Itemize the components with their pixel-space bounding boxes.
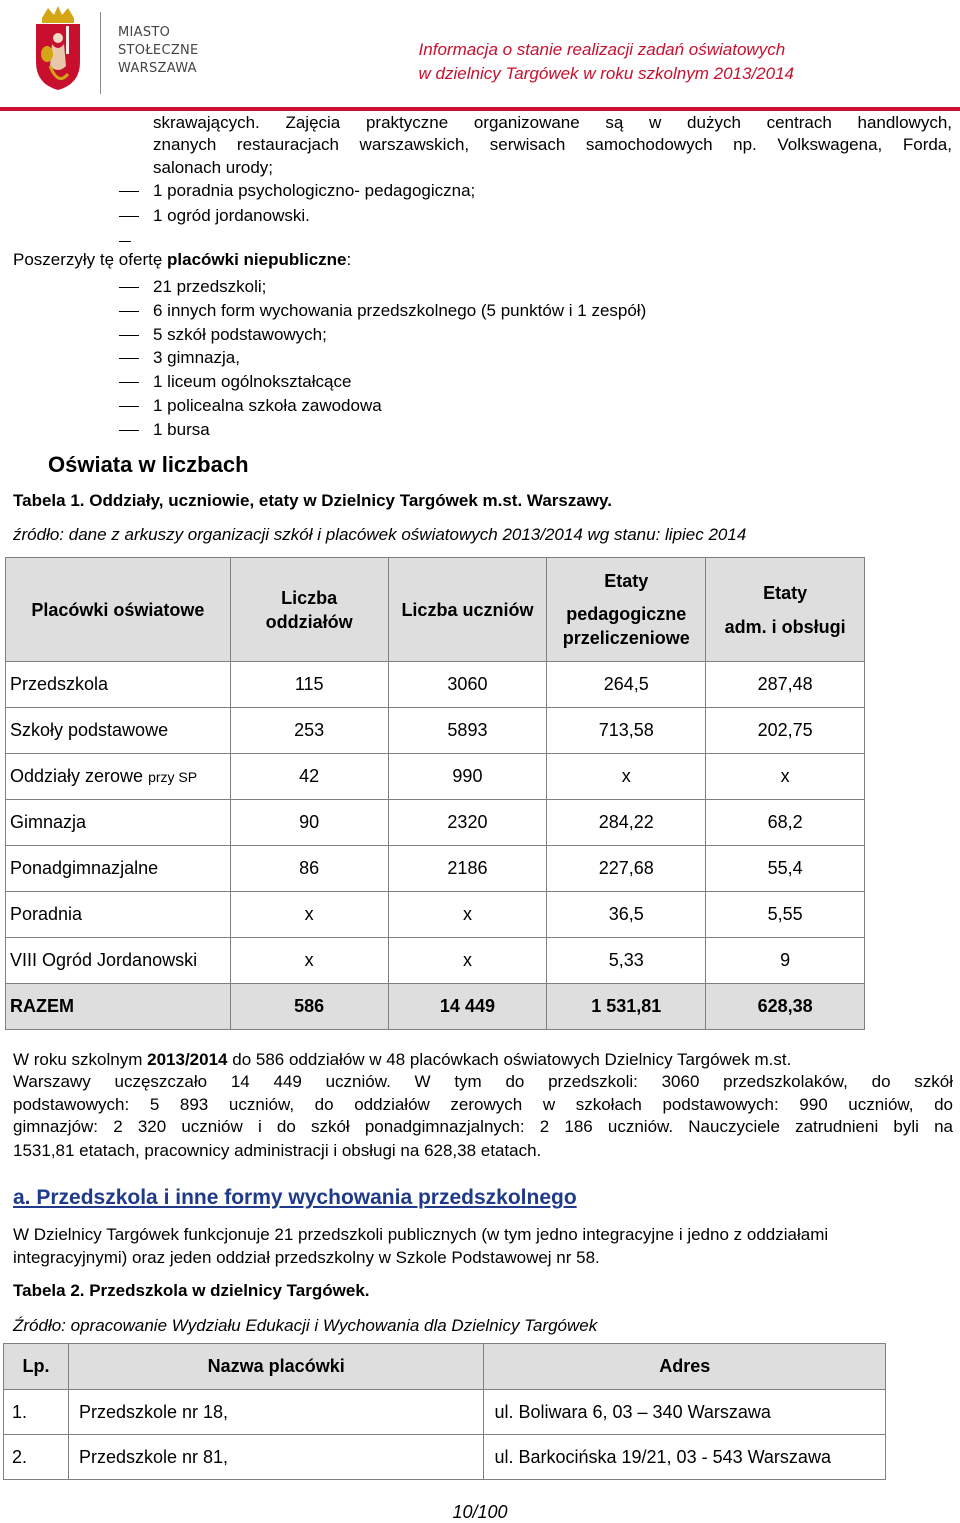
cell-teaching-posts: 713,58 — [547, 708, 706, 754]
cell-divisions: 90 — [230, 800, 388, 846]
kindergarten-table — [3, 1343, 886, 1480]
col-header-institution: Placówki oświatowe — [6, 558, 231, 662]
intro-line: skrawających. Zajęcia praktyczne organizowane są w dużych centrach handlowych, — [153, 113, 952, 132]
nonpublic-item: 6 innych form wychowania przedszkolnego (5 punktów i 1 zespół) — [153, 301, 647, 320]
subsection-paragraph: integracyjnymi) oraz jeden oddział przedszkolny w Szkole Podstawowej nr 58. — [13, 1248, 600, 1267]
cell-address: ul. Boliwara 6, 03 – 340 Warszawa — [484, 1390, 886, 1435]
logo-line: MIASTO — [118, 25, 171, 40]
cell-teaching-posts: 5,33 — [547, 938, 706, 984]
summary-line: gimnazjów: 2 320 uczniów i do szkół ponadgimnazjalnych: 2 186 uczniów. Nauczyciele zatrudnieni byli na — [13, 1117, 953, 1136]
nonpublic-lead-text: Poszerzyły tę ofertę — [13, 250, 168, 269]
logo-line: STOŁECZNE — [118, 43, 199, 58]
cell-admin-posts: 202,75 — [706, 708, 865, 754]
city-crest-logo — [28, 4, 88, 92]
table-row — [6, 800, 865, 846]
summary-line — [13, 1049, 791, 1071]
cell-divisions: 253 — [230, 708, 388, 754]
summary-text: W roku szkolnym — [13, 1050, 148, 1069]
table1-source: źródło: dane z arkuszy organizacji szkół i placówek oświatowych 2013/2014 wg stanu: lipiec 2014 — [13, 525, 747, 544]
table-row — [4, 1390, 886, 1435]
cell-address: ul. Barkocińska 19/21, 03 - 543 Warszawa — [484, 1435, 886, 1480]
nonpublic-item: 3 gimnazja, — [153, 348, 240, 367]
nonpublic-item: 1 policealna szkoła zawodowa — [153, 396, 382, 415]
col-header-divisions — [230, 558, 388, 662]
row-label — [6, 708, 231, 754]
col-header-students: Liczba uczniów — [388, 558, 547, 662]
cell-divisions: x — [230, 938, 388, 984]
cell-divisions: x — [230, 892, 388, 938]
table-row — [6, 754, 865, 800]
row-name: Gimnazja — [10, 812, 87, 832]
total-label: RAZEM — [6, 984, 231, 1030]
subsection-heading: a. Przedszkola i inne formy wychowania przedszkolnego — [13, 1186, 577, 1209]
cell-teaching-posts: 284,22 — [547, 800, 706, 846]
cell-students: 2186 — [388, 846, 547, 892]
row-label — [6, 892, 231, 938]
cell-admin-posts: 9 — [706, 938, 865, 984]
summary-line: podstawowych: 5 893 uczniów, do oddziałów zerowych w szkołach podstawowych: 990 uczniów, do — [13, 1095, 953, 1114]
row-name: Szkoły podstawowe — [10, 720, 169, 740]
cell-students: x — [388, 892, 547, 938]
row-name: Przedszkola — [10, 674, 109, 694]
cell-admin-posts: x — [706, 754, 865, 800]
cell-lp: 1. — [4, 1390, 69, 1435]
header-text: przeliczeniowe — [562, 628, 690, 648]
summary-line: 1531,81 etatach, pracownicy administracji i obsługi na 628,38 etatach. — [13, 1141, 542, 1160]
row-name: Oddziały zerowe — [10, 766, 149, 786]
row-label — [6, 938, 231, 984]
cell-teaching-posts: x — [547, 754, 706, 800]
cell-admin-posts: 287,48 — [706, 662, 865, 708]
cell-admin-posts: 68,2 — [706, 800, 865, 846]
nonpublic-item: 5 szkół podstawowych; — [153, 325, 327, 344]
header-text: Etaty — [763, 582, 808, 603]
section-heading: Oświata w liczbach — [48, 452, 249, 477]
table-row — [6, 708, 865, 754]
table2-source: Źródło: opracowanie Wydziału Edukacji i Wychowania dla Dzielnicy Targówek — [13, 1316, 598, 1335]
bullet-dash — [119, 382, 139, 383]
document-header-title — [419, 38, 794, 86]
cell-name: Przedszkole nr 18, — [68, 1390, 484, 1435]
cell-teaching-posts: 36,5 — [547, 892, 706, 938]
total-teaching-posts: 1 531,81 — [547, 984, 706, 1030]
row-label — [6, 800, 231, 846]
cell-students: 2320 — [388, 800, 547, 846]
total-students: 14 449 — [388, 984, 547, 1030]
bullet-dash — [119, 358, 139, 359]
col-header-lp: Lp. — [4, 1344, 69, 1390]
cell-admin-posts: 55,4 — [706, 846, 865, 892]
header-title-line1: Informacja o stanie realizacji zadań oświatowych — [418, 40, 786, 59]
intro-line: znanych restauracjach warszawskich, serwisach samochodowych np. Volkswagena, Forda, — [153, 135, 952, 154]
row-label — [6, 846, 231, 892]
bullet-dash — [119, 287, 139, 288]
header-title-line2: w dzielnicy Targówek w roku szkolnym 2013/2014 — [418, 64, 794, 83]
summary-line: Warszawy uczęszczało 14 449 uczniów. W tym do przedszkoli: 3060 przedszkolaków, do szkół — [13, 1072, 953, 1091]
header-text: adm. i obsługi — [724, 616, 846, 637]
table-row — [6, 662, 865, 708]
table1-caption: Tabela 1. Oddziały, uczniowie, etaty w Dzielnicy Targówek m.st. Warszawy. — [13, 491, 612, 510]
header-rule — [0, 107, 960, 111]
nonpublic-item: 21 przedszkoli; — [153, 277, 267, 296]
cell-teaching-posts: 264,5 — [547, 662, 706, 708]
col-header-admin-posts — [706, 558, 865, 662]
header-text: Etaty — [604, 571, 649, 591]
table-header-row — [4, 1344, 886, 1390]
logo-divider — [100, 12, 101, 94]
table-total-row — [6, 984, 865, 1030]
row-name: Poradnia — [10, 904, 83, 924]
cell-teaching-posts: 227,68 — [547, 846, 706, 892]
page-number: 10/100 — [452, 1502, 508, 1522]
table-row — [4, 1435, 886, 1480]
cell-name: Przedszkole nr 81, — [68, 1435, 484, 1480]
col-header-name: Nazwa placówki — [68, 1344, 484, 1390]
row-name: VIII Ogród Jordanowski — [10, 950, 198, 970]
intro-bullet: 1 ogród jordanowski. — [153, 206, 310, 225]
logo-line: WARSZAWA — [118, 61, 197, 76]
summary-year: 2013/2014 — [147, 1050, 228, 1069]
bullet-dash — [119, 406, 139, 407]
header-text: Liczba — [281, 587, 338, 608]
col-header-address: Adres — [484, 1344, 886, 1390]
cell-divisions: 86 — [230, 846, 388, 892]
cell-lp: 2. — [4, 1435, 69, 1480]
bullet-dash — [119, 430, 139, 431]
row-name-suffix: przy SP — [148, 769, 198, 785]
table-row — [6, 938, 865, 984]
nonpublic-item: 1 liceum ogólnokształcące — [153, 372, 352, 391]
cell-students: 5893 — [388, 708, 547, 754]
intro-bullet: 1 poradnia psychologiczno- pedagogiczna; — [153, 181, 476, 200]
cell-students: 3060 — [388, 662, 547, 708]
bullet-dash — [119, 311, 139, 312]
col-header-teaching-posts — [547, 558, 706, 662]
bullet-dash — [119, 191, 139, 192]
cell-students: 990 — [388, 754, 547, 800]
table-row — [6, 892, 865, 938]
intro-line: salonach urody; — [153, 158, 274, 177]
cell-admin-posts: 5,55 — [706, 892, 865, 938]
bullet-dash — [119, 335, 139, 336]
nonpublic-lead-colon: : — [346, 250, 352, 269]
cell-students: x — [388, 938, 547, 984]
cell-divisions: 115 — [230, 662, 388, 708]
statistics-table — [5, 557, 865, 1030]
bullet-dash — [119, 216, 139, 217]
row-name: Ponadgimnazjalne — [10, 858, 159, 878]
bullet-dash — [119, 241, 131, 242]
summary-text: do 586 oddziałów w 48 placówkach oświatowych Dzielnicy Targówek m.st. — [227, 1050, 792, 1069]
total-admin-posts: 628,38 — [706, 984, 865, 1030]
table2-caption: Tabela 2. Przedszkola w dzielnicy Targówek. — [13, 1281, 370, 1300]
row-label — [6, 662, 231, 708]
cell-divisions: 42 — [230, 754, 388, 800]
nonpublic-lead — [13, 249, 351, 271]
nonpublic-item: 1 bursa — [153, 420, 210, 439]
header-text: oddziałów — [265, 611, 353, 632]
subsection-paragraph: W Dzielnicy Targówek funkcjonuje 21 przedszkoli publicznych (w tym jedno integracyjne i jedno z oddziałami — [13, 1225, 829, 1244]
nonpublic-lead-bold: placówki niepubliczne — [167, 250, 347, 269]
header-text: pedagogiczne — [566, 604, 687, 624]
total-divisions: 586 — [230, 984, 388, 1030]
logo-wordmark — [118, 24, 199, 78]
row-label — [6, 754, 231, 800]
table-row — [6, 846, 865, 892]
table-header-row — [6, 558, 865, 662]
